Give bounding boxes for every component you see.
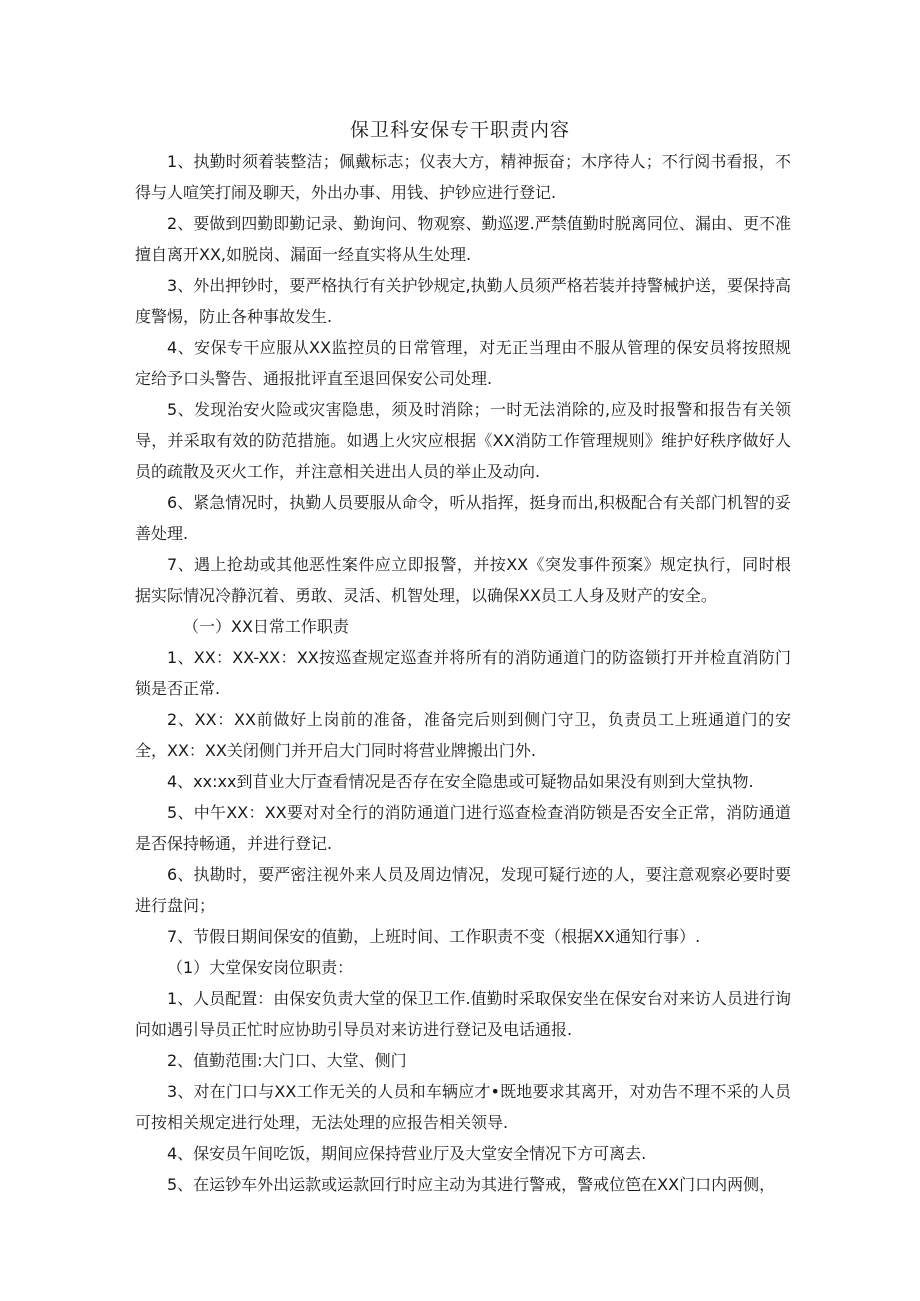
paragraph-daily-4: 4、xx:xx到苜业大厅查看情况是否存在安全隐患或可疑物品如果没有则到大堂执物. [167,772,754,791]
section-heading-daily-duties: （一）XX日常工作职责 [183,617,349,636]
paragraph-lobby-4: 4、保安员午间吃饭，期间应保持营业厅及大堂安全情况下方可离去. [167,1144,647,1163]
paragraph-lobby-5: 5、在运钞车外出运款或运款回行时应主动为其进行警戒，警戒位笆在XX门口内两侧， [167,1175,776,1194]
paragraph-daily-5: 5、中午XX：XX要对对全行的消防通道门进行巡查检查消防锁是否安全正常，消防通道是否保持畅通，并进行登记. [135,803,791,853]
paragraph-daily-2: 2、XX：XX前做好上岗前的准备，准备完后则到侧门守卫，负责员工上班通道门的安全，XX：XX关闭侧门并开启大门同时将营业牌搬出门外. [135,710,791,760]
section-heading-lobby-duties: （1）大堂保安岗位职责： [167,958,354,977]
paragraph-duty-4: 4、安保专干应服从XX监控员的日常管理，对无正当理由不服从管理的保安员将按照规定给予口头警告、通报批评直至退回保安公司处理. [135,338,791,388]
paragraph-duty-5: 5、发现治安火险或灾害隐患，须及时消除；一时无法消除的,应及时报警和报告有关领导，并采取有效的防范措施。如遇上火灾应根据《XX消防工作管理规则》维护好秩序做好人员的疏散及灭火工作，并注意相关进出人员的举止及动向. [135,400,791,481]
paragraph-duty-6: 6、紧急情况时，执勤人员要服从命令，听从指挥，挺身而出,积极配合有关部门机智的妥善处理. [135,493,791,543]
paragraph-lobby-1: 1、人员配置：由保安负责大堂的保卫工作.值勤时采取保安坐在保安台对来访人员进行询问如遇引导员正忙时应协助引导员对来访进行登记及电话通报. [135,989,791,1039]
paragraph-duty-3: 3、外出押钞时，要严格执行有关护钞规定,执勤人员须严格若装并持警械护送，要保持高度警惕，防止各种事故发生. [135,276,791,326]
paragraph-duty-1: 1、执勤时须着装整洁；佩戴标志；仪表大方，精神振奋；木序待人；不行阅书看报，不得与人喧笑打闹及聊天，外出办事、用钱、护钞应进行登记. [135,152,791,202]
paragraph-lobby-2: 2、值勤范围:大门口、大堂、侧门 [167,1051,407,1070]
paragraph-daily-6: 6、执勘时，要严密注视外来人员及周边情况，发现可疑行迹的人，要注意观察必要时要进行盘问； [135,865,791,915]
paragraph-duty-7: 7、遇上抢劫或其他恶性案件应立即报警，并按XX《突发事件预案》规定执行，同时根据实际情况冷静沉着、勇敢、灵活、机智处理，以确保XX员工人身及财产的安全。 [135,555,791,605]
paragraph-duty-2: 2、要做到四勤即勤记录、勤询问、物观察、勤巡逻.严禁值勤时脱离同位、漏由、更不准擅自离开XX,如脱岗、漏面一经直实将从生处理. [135,214,791,264]
document-title: 保卫科安保专干职责内容 [349,119,570,141]
document-body [135,146,791,1200]
paragraph-daily-7: 7、节假日期间保安的值勤，上班时间、工作职责不变（根据XX通知行事）. [167,927,701,946]
paragraph-lobby-3: 3、对在门口与XX工作无关的人员和车辆应才•既地要求其离开，对劝告不理不采的人员可按相关规定进行处理，无法处理的应报告相关领导. [135,1082,791,1132]
paragraph-daily-1: 1、XX：XX-XX：XX按巡查规定巡查并将所有的消防通道门的防盗锁打开并检直消防门锁是否正常. [135,648,791,698]
